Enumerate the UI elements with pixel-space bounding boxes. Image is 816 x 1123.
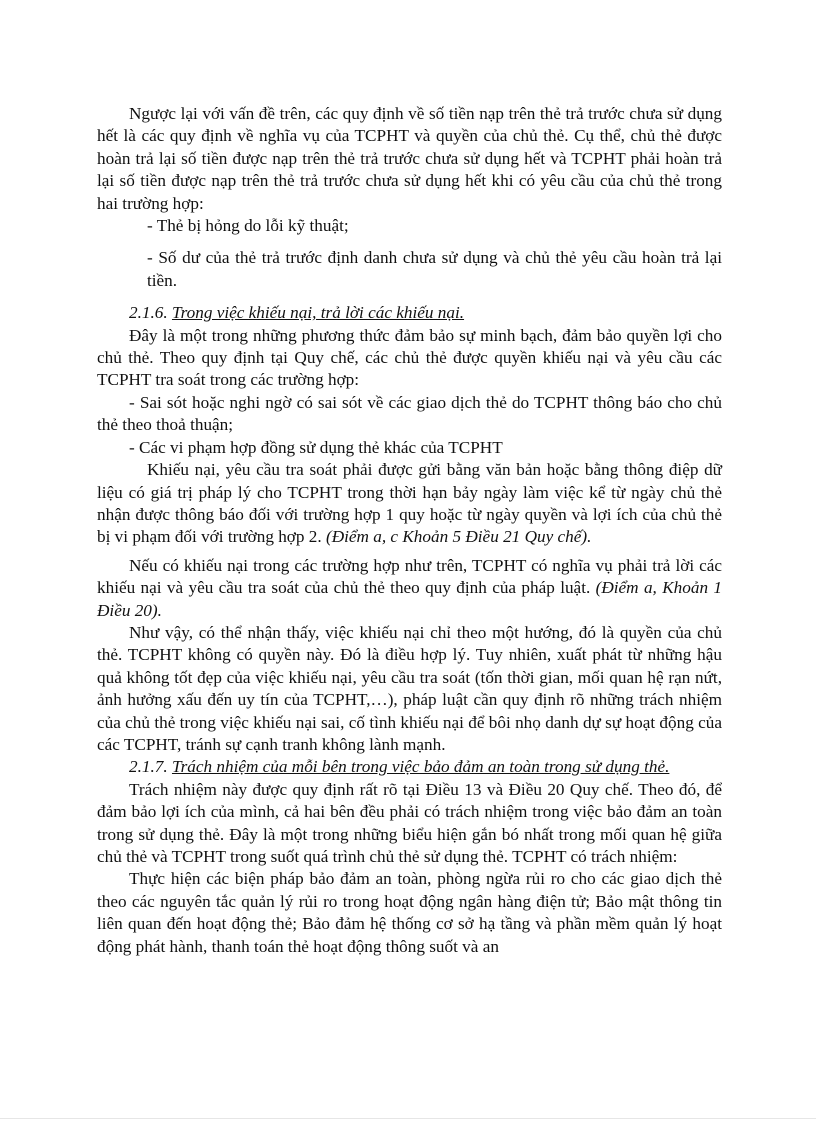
heading-2-1-6-title: Trong việc khiếu nại, trả lời các khiếu nại. — [171, 303, 465, 323]
paragraph-complaint-analysis: Như vậy, có thể nhận thấy, việc khiếu nại chỉ theo một hướng, đó là quyền của chủ thẻ. TCPHT không có quyền này. Đó là điều hợp lý. Tuy nhiên, xuất phát từ những hậu quả không tốt đẹp của việc khiếu nại, yêu cầu tra soát (tốn thời gian, mối quan hệ rạn nứt, ảnh hưởng xấu đến uy tín của TCPHT,…), pháp luật cần quy định rõ những trách nhiệm của chủ thẻ trong việc khiếu nại sai, cố tình khiếu nại để bôi nhọ danh dự sự hoạt động của các TCPHT, tránh sự cạnh tranh không lành mạnh. — [97, 622, 722, 754]
paragraph-prepaid-refund: Ngược lại với vấn đề trên, các quy định về số tiền nạp trên thẻ trả trước chưa sử dụng hết là các quy định về nghĩa vụ của TCPHT và quyền của chủ thẻ. Cụ thể, chủ thẻ được hoàn trả lại số tiền được nạp trên thẻ trả trước chưa sử dụng hết và TCPHT phải hoàn trả lại số tiền được nạp trên thẻ trả trước chưa sử dụng hết khi có yêu cầu của chủ thẻ trong hai trường hợp: — [97, 104, 722, 213]
complaint-deadline-text: Khiếu nại, yêu cầu tra soát phải được gửi bằng văn bản hoặc bằng thông điệp dữ liệu có giá trị pháp lý cho TCPHT trong thời hạn bảy ngày làm việc kể từ ngày chủ thẻ nhận được thông báo đối với trường hợp 1 quy hoặc từ ngày quyền và lợi ích của chủ thẻ bị vi phạm đối với trường hợp 2. — [97, 460, 722, 547]
bullet-balance-refund: - Số dư của thẻ trả trước định danh chưa sử dụng và chủ thẻ yêu cầu hoàn trả lại tiền. — [147, 248, 722, 290]
heading-2-1-7-number: 2.1.7. — [129, 757, 168, 777]
heading-2-1-7 — [97, 756, 722, 778]
complaint-duty-citation: (Điểm a, Khoản 1 Điều 20). — [97, 578, 723, 620]
bullet-contract-violations: - Các vi phạm hợp đồng sử dụng thẻ khác của TCPHT — [129, 437, 503, 457]
page-bottom-divider — [0, 1118, 816, 1119]
heading-2-1-6-number: 2.1.6. — [129, 303, 168, 323]
document-page — [97, 103, 722, 958]
heading-2-1-6 — [97, 302, 722, 324]
complaint-deadline-citation: (Điểm a, c Khoản 5 Điều 21 Quy chế). — [325, 527, 592, 547]
heading-2-1-7-title: Trách nhiệm của mỗi bên trong việc bảo đảm an toàn trong sử dụng thẻ. — [171, 757, 670, 777]
paragraph-complaint-duty — [97, 555, 722, 622]
paragraph-complaint-intro: Đây là một trong những phương thức đảm bảo sự minh bạch, đảm bảo quyền lợi cho chủ thẻ. Theo quy định tại Quy chế, các chủ thẻ được quyền khiếu nại và yêu cầu các TCPHT tra soát trong các trường hợp: — [97, 325, 722, 390]
bullet-card-damaged: - Thẻ bị hỏng do lỗi kỹ thuật; — [147, 216, 349, 236]
paragraph-safety-responsibility: Trách nhiệm này được quy định rất rõ tại Điều 13 và Điều 20 Quy chế. Theo đó, để đảm bảo lợi ích của mình, cả hai bên đều phải có trách nhiệm trong việc bảo đảm an toàn trong sử dụng thẻ. Đây là một trong những biểu hiện gắn bó nhất trong mối quan hệ giữa chủ thẻ và TCPHT trong suốt quá trình chủ thẻ sử dụng thẻ. TCPHT có trách nhiệm: — [97, 779, 722, 866]
complaint-duty-text: Nếu có khiếu nại trong các trường hợp như trên, TCPHT có nghĩa vụ phải trả lời các khiếu nại và yêu cầu tra soát của chủ thẻ theo quy định của pháp luật. — [97, 555, 722, 598]
paragraph-safety-measures: Thực hiện các biện pháp bảo đảm an toàn, phòng ngừa rủi ro cho các giao dịch thẻ theo các nguyên tắc quản lý rủi ro trong hoạt động ngân hàng điện tử; Bảo mật thông tin liên quan đến hoạt động thẻ; Bảo đảm hệ thống cơ sở hạ tầng và phần mềm quản lý hoạt động phát hành, thanh toán thẻ hoạt động thông suốt và an — [97, 869, 722, 956]
bullet-transaction-errors: - Sai sót hoặc nghi ngờ có sai sót về các giao dịch thẻ do TCPHT thông báo cho chủ thẻ theo thoả thuận; — [97, 392, 722, 435]
paragraph-complaint-deadline — [97, 459, 722, 549]
